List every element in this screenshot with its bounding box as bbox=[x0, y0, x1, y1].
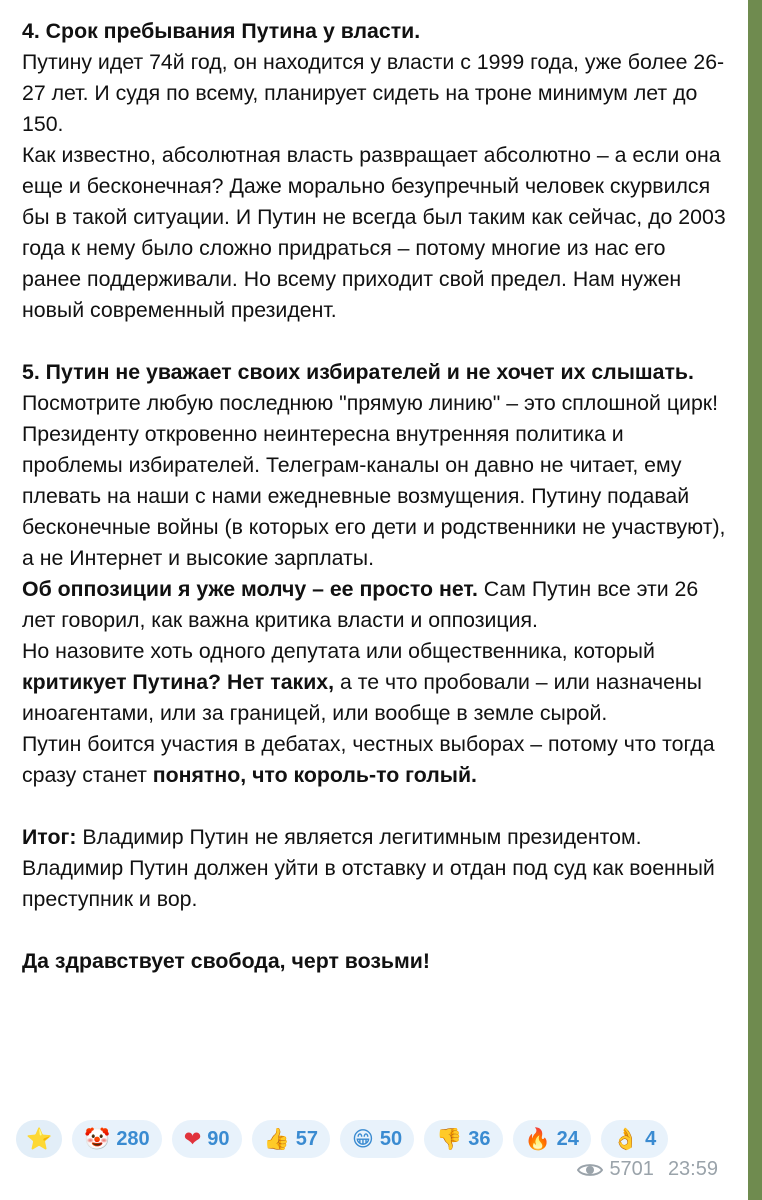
closing-line: Да здравствует свобода, черт возьми! bbox=[22, 949, 430, 973]
deputies-text-a: Но назовите хоть одного депутата или общественника, который bbox=[22, 639, 655, 663]
views-counter bbox=[577, 1158, 654, 1181]
section-4-paragraph-2: Как известно, абсолютная власть развращает абсолютно – а если она еще и бесконечная? Даже морально безупречный человек скурвился бы в такой ситуации. И Путин не всегда был таким как сейчас, до 2003 года к нему было сложно придраться – потому многие из нас его ранее поддерживали. Но всему приходит свой предел. Нам нужен новый современный президент. bbox=[22, 143, 726, 322]
reaction-thumbs-up[interactable] bbox=[252, 1120, 330, 1158]
fire-icon: 🔥 bbox=[524, 1126, 551, 1151]
reaction-grin[interactable] bbox=[340, 1120, 414, 1158]
reactions-bar bbox=[16, 1120, 668, 1158]
section-5-heading: 5. Путин не уважает своих избирателей и не хочет их слышать. bbox=[22, 360, 694, 384]
section-4-paragraph-1: Путину идет 74й год, он находится у власти с 1999 года, уже более 26-27 лет. И судя по всему, планирует сидеть на троне минимум лет до 150. bbox=[22, 50, 725, 136]
section-5-paragraph-2 bbox=[22, 574, 730, 636]
reaction-thumbs-down[interactable] bbox=[424, 1120, 502, 1158]
reaction-count: 50 bbox=[379, 1127, 403, 1150]
clown-icon: 🤡 bbox=[84, 1126, 111, 1151]
debates-text: Путин боится участия в дебатах, честных выборах – потому что тогда сразу станет bbox=[22, 732, 715, 787]
reaction-count: 36 bbox=[468, 1127, 491, 1150]
star-icon: ⭐ bbox=[26, 1126, 53, 1151]
views-count: 5701 bbox=[609, 1158, 654, 1180]
scrollbar[interactable] bbox=[748, 0, 762, 1200]
paragraph-gap bbox=[22, 791, 730, 822]
reaction-count: 24 bbox=[556, 1127, 579, 1150]
thumbs-up-icon: 👍 bbox=[263, 1126, 290, 1151]
debates-bold: понятно, что король-то голый. bbox=[152, 763, 477, 787]
reaction-heart[interactable] bbox=[172, 1120, 242, 1158]
reaction-count: 4 bbox=[645, 1127, 657, 1150]
reaction-count: 57 bbox=[295, 1127, 318, 1150]
reaction-fire[interactable] bbox=[513, 1120, 591, 1158]
paragraph-gap bbox=[22, 915, 730, 946]
section-4-heading: 4. Срок пребывания Путина у власти. bbox=[22, 19, 421, 43]
deputies-bold: критикует Путина? Нет таких, bbox=[22, 670, 335, 694]
message-text bbox=[22, 16, 730, 977]
summary-text: Владимир Путин не является легитимным президентом. Владимир Путин должен уйти в отставку и отдан под суд как военный преступник и вор. bbox=[22, 825, 715, 911]
opposition-bold: Об оппозиции я уже молчу – ее просто нет. bbox=[22, 577, 478, 601]
section-5-paragraph-1: Посмотрите любую последнюю "прямую линию" – это сплошной цирк! Президенту откровенно неинтересна внутренняя политика и проблемы избирателей. Телеграм-каналы он давно не читает, ему плевать на наши с нами ежедневные возмущения. Путину подавай бесконечные войны (в которых его дети и родственники не участвуют), а не Интернет и высокие зарплаты. bbox=[22, 391, 726, 570]
ok-hand-icon: 👌 bbox=[612, 1126, 640, 1151]
deputies-text-b: а те что пробовали – или назначены иноагентами, или за границей, или вообще в земле сырой. bbox=[22, 670, 702, 725]
paragraph-gap bbox=[22, 326, 730, 357]
section-5-paragraph-3 bbox=[22, 636, 730, 729]
message-time: 23:59 bbox=[667, 1158, 718, 1180]
summary-label: Итог: bbox=[22, 825, 77, 849]
message-meta bbox=[577, 1158, 718, 1181]
summary-paragraph bbox=[22, 822, 730, 915]
reaction-star[interactable] bbox=[16, 1120, 62, 1158]
heart-icon: ❤ bbox=[183, 1126, 202, 1151]
opposition-rest: Сам Путин все эти 26 лет говорил, как важна критика власти и оппозиция. bbox=[22, 577, 699, 632]
reaction-count: 90 bbox=[207, 1127, 230, 1150]
thumbs-down-icon: 👎 bbox=[436, 1126, 463, 1151]
grin-icon: 😁 bbox=[351, 1126, 374, 1151]
section-5-paragraph-4 bbox=[22, 729, 730, 791]
reaction-count: 280 bbox=[116, 1127, 150, 1150]
reaction-ok-hand[interactable] bbox=[601, 1120, 668, 1158]
eye-icon bbox=[577, 1162, 603, 1178]
reaction-clown[interactable] bbox=[72, 1120, 162, 1158]
